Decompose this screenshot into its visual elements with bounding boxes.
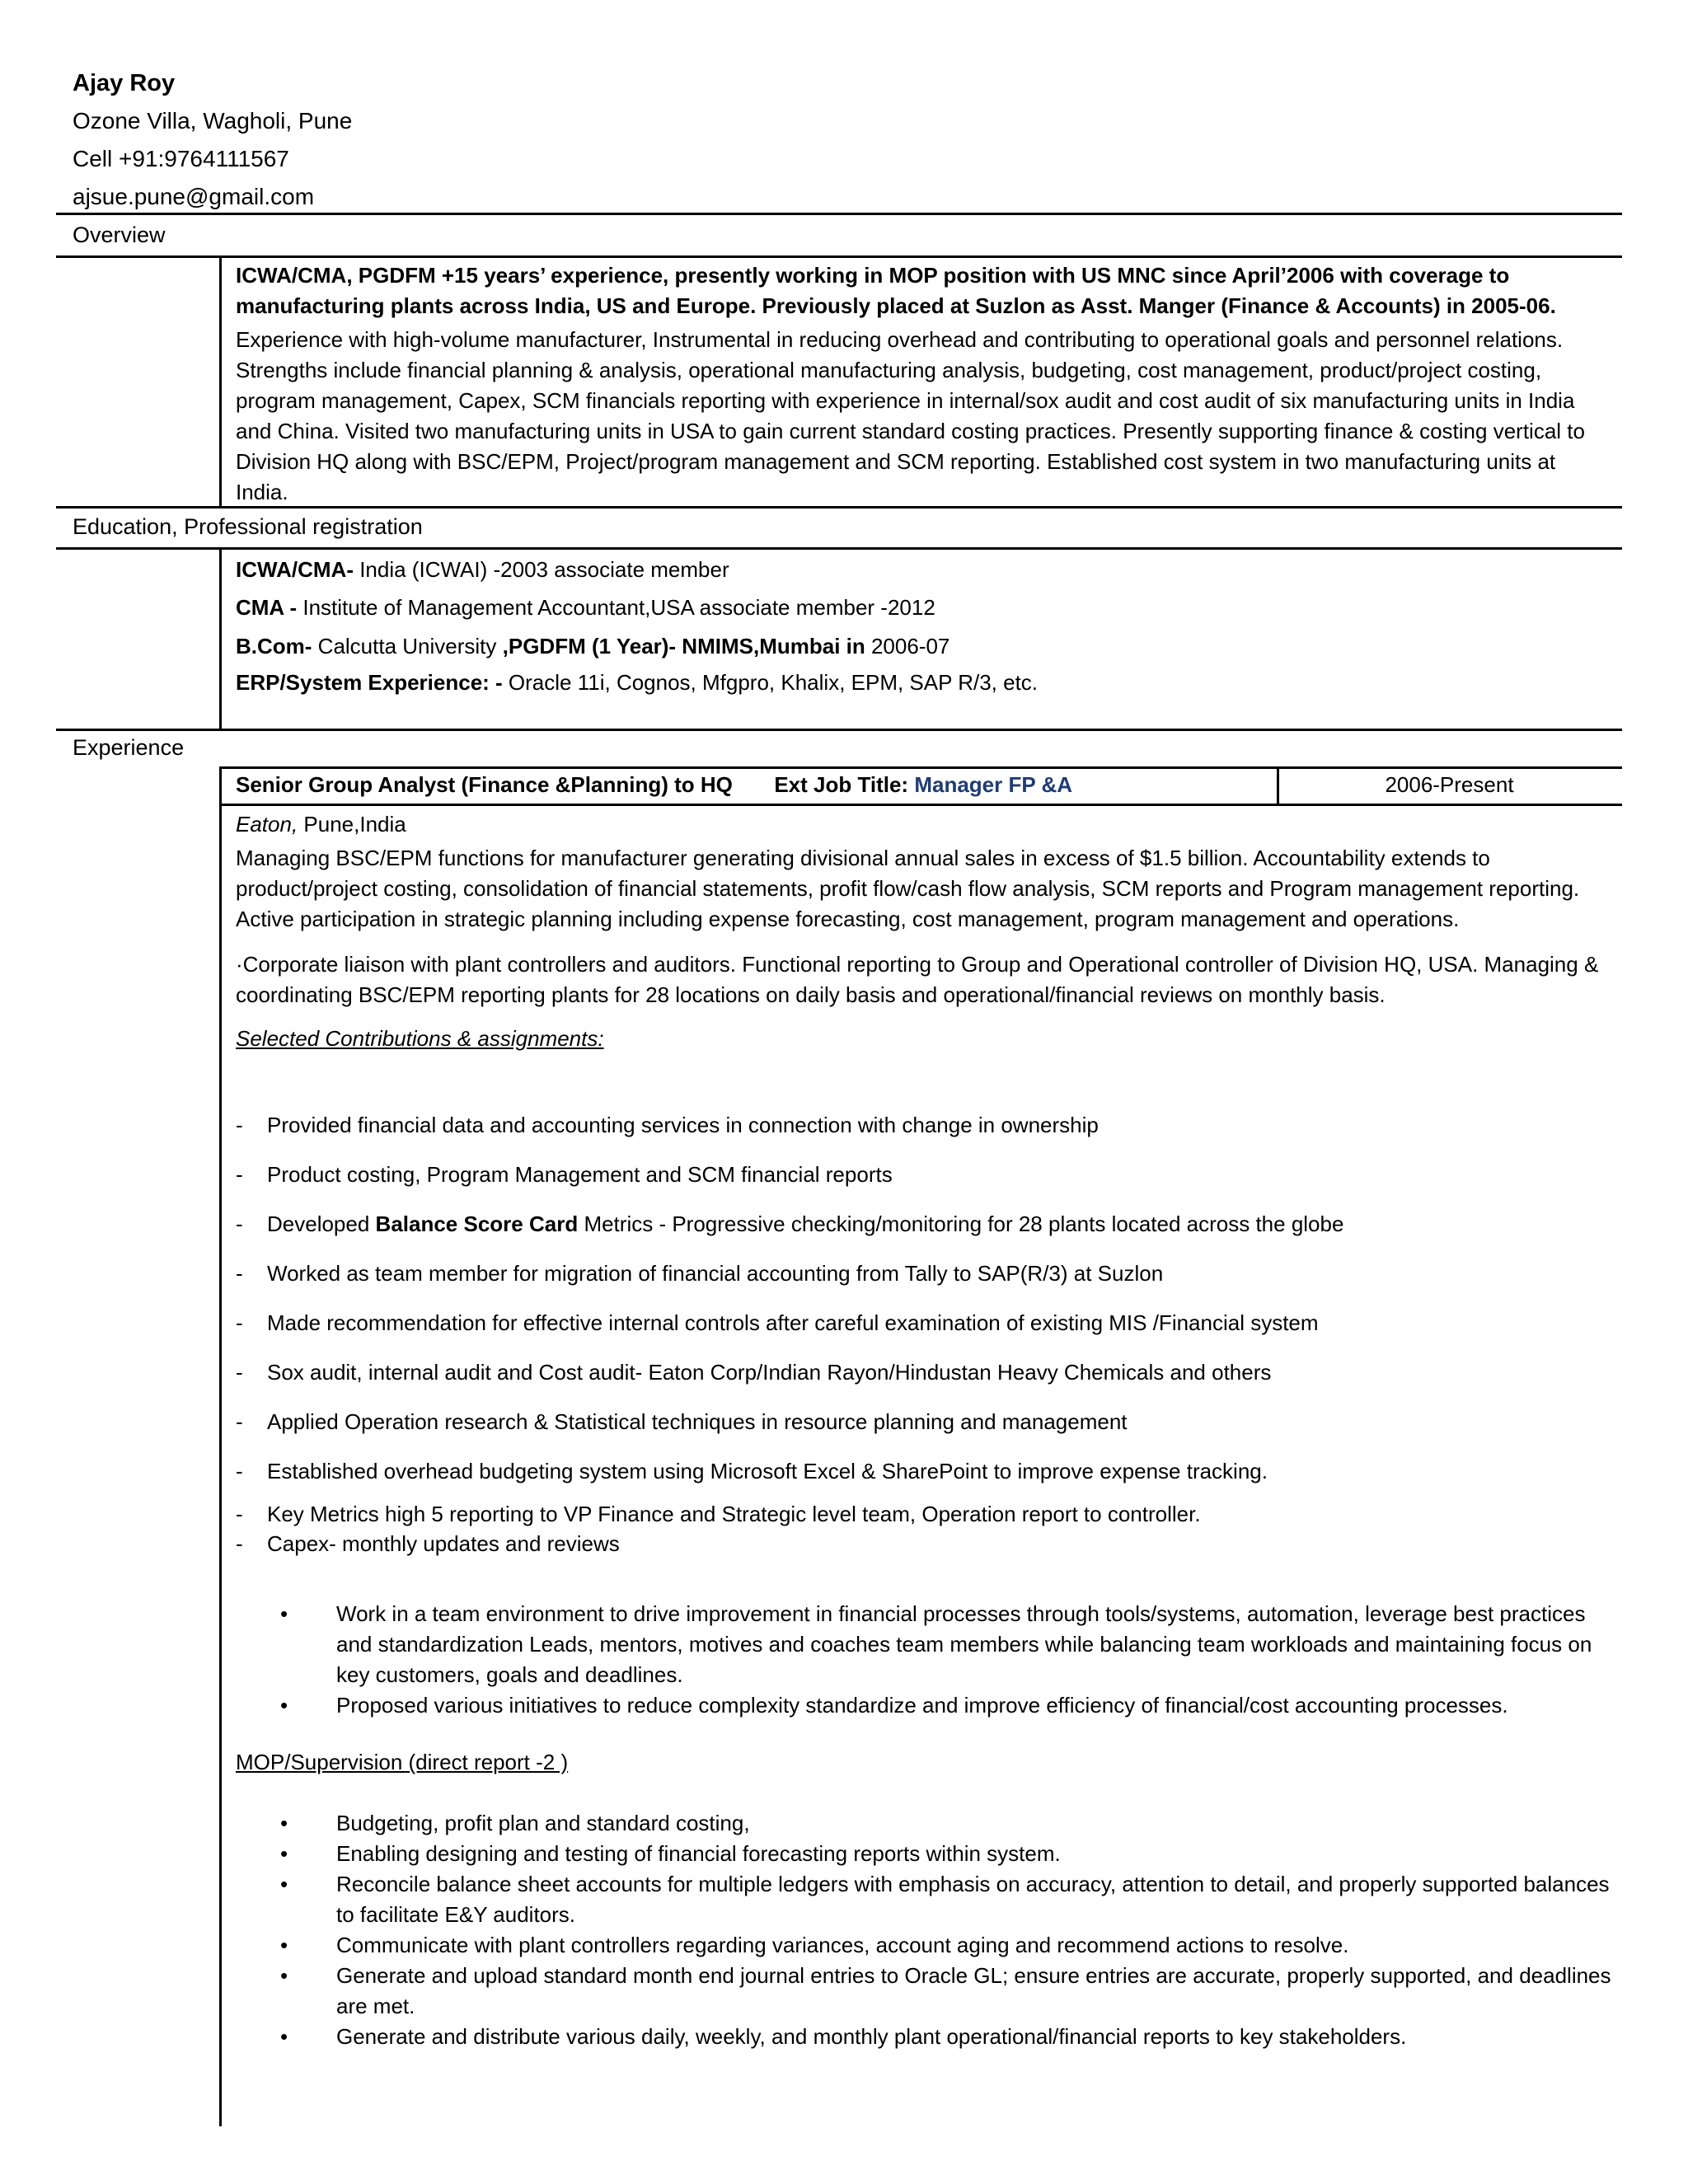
overview-body: Experience with high-volume manufacturer, Instrumental in reducing overhead and contributing to operational goals and personnel relations. Strengths include financial planning & analysis, operational manufacturing analysis, budgeting, cost management, product/project costing, program management, Capex, SCM financials reporting with experience in internal/sox audit and cost audit of six manufacturing units in India and China. Visited two manufacturing units in USA to gain current standard costing practices. Presently supporting finance & costing vertical to Division HQ along with BSC/EPM, Project/program management and SCM reporting. Established cost system in two manufacturing units at India. [236, 327, 1585, 504]
list-item: • Communicate with plant controllers regarding variances, account aging and recommend actions to resolve. [280, 1933, 1349, 1957]
divider [56, 547, 1622, 550]
list-item: • Proposed various initiatives to reduce complexity standardize and improve efficiency of financial/cost accounting processes. [280, 1693, 1508, 1718]
bullets-mop [280, 1808, 1612, 2052]
divider [56, 213, 1622, 215]
list-item: • Reconcile balance sheet accounts for multiple ledgers with emphasis on accuracy, attention to detail, and properly supported balances to facilitate E&Y auditors. [280, 1872, 1610, 1927]
experience-label: Experience [73, 735, 185, 760]
candidate-name: Ajay Roy [73, 70, 176, 96]
job-period: 2006-Present [1385, 772, 1514, 797]
list-item: - Established overhead budgeting system using Microsoft Excel & SharePoint to improve expense tracking. [236, 1459, 1268, 1483]
column-divider [219, 547, 222, 729]
overview-summary: ICWA/CMA, PGDFM +15 years’ experience, presently working in MOP position with US MNC since April’2006 with coverage to manufacturing plants across India, US and Europe. Previously placed at Suzlon as Asst. Manger (Finance & Accounts) in 2005-06. [236, 263, 1556, 318]
education-item: B.Com- Calcutta University ,PGDFM (1 Year)- NMIMS,Mumbai in 2006-07 [236, 634, 950, 658]
list-item: - Sox audit, internal audit and Cost audit- Eaton Corp/Indian Rayon/Hindustan Heavy Chemicals and others [236, 1360, 1272, 1385]
job-header-table [219, 766, 1622, 806]
list-item: - Capex- monthly updates and reviews [236, 1531, 620, 1556]
divider [56, 255, 1622, 258]
list-item: - Key Metrics high 5 reporting to VP Finance and Strategic level team, Operation report to controller. [236, 1502, 1201, 1526]
list-item: - Worked as team member for migration of financial accounting from Tally to SAP(R/3) at Suzlon [236, 1261, 1164, 1286]
address: Ozone Villa, Wagholi, Pune [73, 108, 353, 134]
list-item: - Product costing, Program Management and SCM financial reports [236, 1162, 893, 1187]
divider [56, 506, 1622, 509]
list-item: • Work in a team environment to drive improvement in financial processes through tools/systems, automation, leverage best practices and standardization Leads, mentors, motives and coaches team members while balancing team workloads and maintaining focus on key customers, goals and deadlines. [280, 1601, 1592, 1687]
resume-header [73, 64, 352, 216]
list-item: - Applied Operation research & Statistical techniques in resource planning and management [236, 1409, 1128, 1434]
list-item: • Enabling designing and testing of financial forecasting reports within system. [280, 1841, 1061, 1866]
overview-label: Overview [73, 223, 166, 247]
experience-content [236, 809, 1612, 1054]
company-line: Eaton, Pune,India [236, 812, 406, 837]
contributions-heading: Selected Contributions & assignments: [236, 1026, 604, 1051]
education-label: Education, Professional registration [73, 514, 423, 539]
education-item: ICWA/CMA- India (ICWAI) -2003 associate member [236, 557, 729, 582]
column-divider [219, 766, 222, 2126]
list-item: - Provided financial data and accounting services in connection with change in ownership [236, 1113, 1099, 1137]
education-item: CMA - Institute of Management Accountant,USA associate member -2012 [236, 595, 935, 620]
list-item: • Generate and distribute various daily, weekly, and monthly plant operational/financial reports to key stakeholders. [280, 2024, 1407, 2049]
mop-section [236, 1747, 1612, 1778]
experience-para-2: ·Corporate liaison with plant controllers and auditors. Functional reporting to Group and Operational controller of Division HQ, USA. Managing & coordinating BSC/EPM reporting plants for 28 locations on daily basis and operational/financial reviews on monthly basis. [236, 952, 1599, 1007]
job-title: Senior Group Analyst (Finance &Planning) to HQ Ext Job Title: Manager FP &A [236, 772, 1073, 797]
experience-para-1: Managing BSC/EPM functions for manufacturer generating divisional annual sales in excess of $1.5 billion. Accountability extends to product/project costing, consolidation of financial statements, profit flow/cash flow analysis, SCM reports and Program management reporting. Active participation in strategic planning including expense forecasting, cost management, program management and operations. [236, 846, 1580, 931]
list-item: - Made recommendation for effective internal controls after careful examination of existing MIS /Financial system [236, 1310, 1319, 1335]
ext-job-title: Manager FP &A [914, 772, 1073, 797]
mop-heading: MOP/Supervision (direct report -2 ) [236, 1750, 569, 1774]
overview-content [236, 260, 1612, 508]
list-item: - Developed Balance Score Card Metrics - Progressive checking/monitoring for 28 plants located across the globe [236, 1212, 1344, 1236]
bullets-team [280, 1599, 1612, 1721]
email-address: ajsue.pune@gmail.com [73, 184, 315, 209]
education-item: ERP/System Experience: - Oracle 11i, Cognos, Mfgpro, Khalix, EPM, SAP R/3, etc. [236, 670, 1039, 695]
column-divider [219, 255, 222, 506]
list-item: • Generate and upload standard month end journal entries to Oracle GL; ensure entries are accurate, properly supported, and deadlines are met. [280, 1963, 1611, 2018]
divider [56, 729, 1622, 731]
cell-number: Cell +91:9764111567 [73, 146, 289, 171]
list-item: • Budgeting, profit plan and standard costing, [280, 1811, 750, 1835]
